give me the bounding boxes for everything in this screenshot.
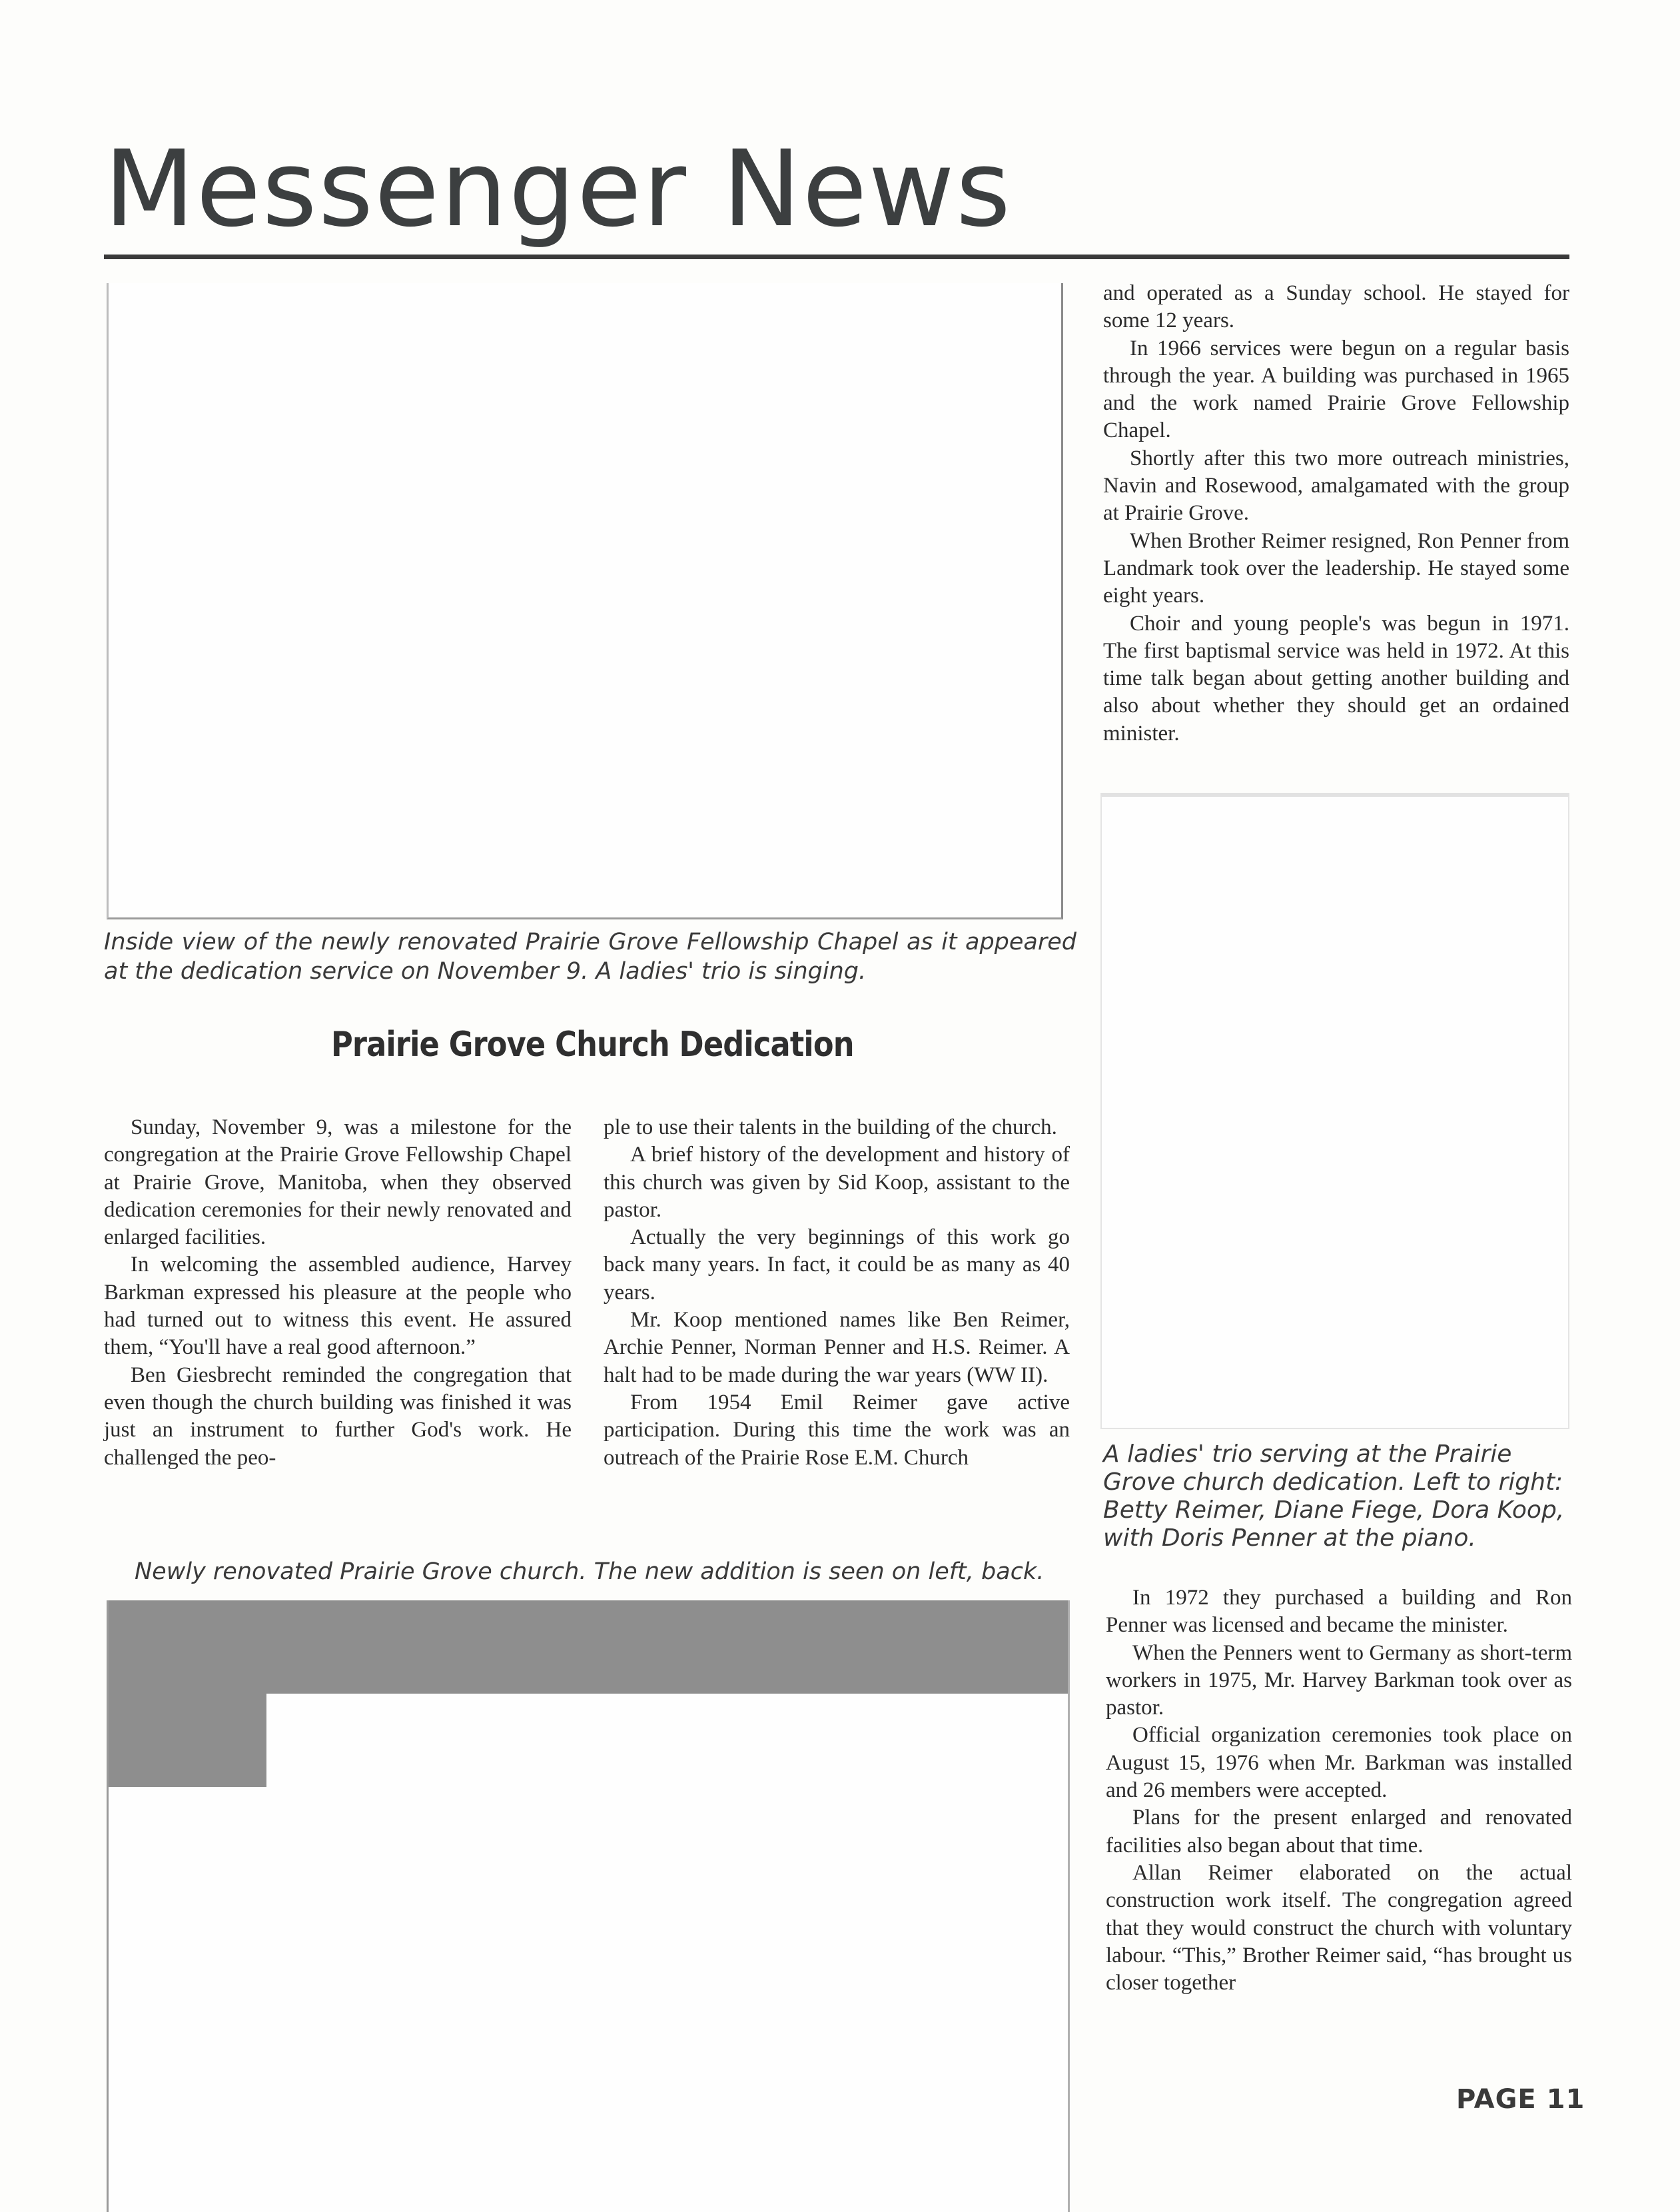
column-3-paragraph: and operated as a Sunday school. He stayed for some 12 years. <box>1103 281 1569 333</box>
column-3-paragraph: Official organization ceremonies took place on August 15, 1976 when Mr. Barkman was installed and 26 members were accepted. <box>1106 1723 1572 1803</box>
column-2-paragraph: Actually the very beginnings of this work go back many years. In fact, it could be as many as 40 years. <box>604 1225 1070 1305</box>
column-1-paragraph: Sunday, November 9, was a milestone for the congregation at the Prairie Grove Fellowship Chapel at Prairie Grove, Manitoba, when they observed dedication ceremonies for their newly renovated and enlarged facilities. <box>104 1115 572 1250</box>
photo-church-exterior <box>107 1600 1070 2212</box>
column-3-paragraph: In 1972 they purchased a building and Ron Penner was licensed and became the minister. <box>1106 1586 1572 1638</box>
photo-ladies-trio <box>1100 793 1569 1429</box>
column-3-paragraph: When Brother Reimer resigned, Ron Penner from Landmark took over the leadership. He stayed some eight years. <box>1103 528 1569 608</box>
page-number: PAGE 11 <box>1456 2084 1585 2115</box>
column-1-paragraph: In welcoming the assembled audience, Harvey Barkman expressed his pleasure at the people who had turned out to witness this event. He assured them, “You'll have a real good afternoon.” <box>104 1253 572 1360</box>
column-3-paragraph: Allan Reimer elaborated on the actual construction work itself. The congregation agreed that they would construct the church with voluntary labour. “This,” Brother Reimer said, “has brought us closer together <box>1106 1860 1572 1995</box>
article-headline: Prairie Grove Church Dedication <box>331 1025 854 1065</box>
column-3-paragraph: In 1966 services were begun on a regular basis through the year. A building was purchased in 1965 and the work named Prairie Grove Fellowship Chapel. <box>1103 336 1569 443</box>
masthead-title: Messenger News <box>104 128 1013 251</box>
photo-ladies-trio-caption: A ladies' trio serving at the Prairie Grove church dedication. Left to right: Betty Reimer, Diane Fiege, Dora Koop, with Doris Penner at the piano. <box>1103 1440 1565 1552</box>
column-2-paragraph: Mr. Koop mentioned names like Ben Reimer, Archie Penner, Norman Penner and H.S. Reimer. A halt had to be made during the war years (WW II). <box>604 1308 1070 1387</box>
column-1-paragraph: Ben Giesbrecht reminded the congregation that even though the church building was finished it was just an instrument to further God's work. He challenged the peo- <box>104 1363 572 1470</box>
article-column-3-top <box>1103 280 1569 748</box>
column-2-paragraph: From 1954 Emil Reimer gave active participation. During this time the work was an outreach of the Prairie Rose E.M. Church <box>604 1390 1070 1470</box>
column-3-paragraph: Choir and young people's was begun in 1971. The first baptismal service was held in 1972. At this time talk began about getting another building and also about whether they should get an ordained minister. <box>1103 611 1569 746</box>
photo-church-sky-band <box>109 1600 1068 1694</box>
column-3-paragraph: When the Penners went to Germany as short-term workers in 1975, Mr. Harvey Barkman took over as pastor. <box>1106 1640 1572 1720</box>
article-column-1 <box>104 1114 572 1472</box>
masthead-rule <box>104 255 1569 259</box>
article-column-3-bottom <box>1106 1584 1572 1997</box>
photo-interior-caption: Inside view of the newly renovated Prairie Grove Fellowship Chapel as it appeared at the dedication service on November 9. A ladies' trio is singing. <box>104 929 1076 985</box>
photo-interior <box>107 283 1063 919</box>
column-3-paragraph: Plans for the present enlarged and renovated facilities also began about that time. <box>1106 1806 1572 1858</box>
column-2-paragraph: A brief history of the development and history of this church was given by Sid Koop, assistant to the pastor. <box>604 1143 1070 1222</box>
article-column-2 <box>604 1114 1070 1472</box>
column-2-paragraph: ple to use their talents in the building of the church. <box>604 1115 1057 1139</box>
column-3-paragraph: Shortly after this two more outreach ministries, Navin and Rosewood, amalgamated with the group at Prairie Grove. <box>1103 446 1569 526</box>
photo-church-caption: Newly renovated Prairie Grove church. The new addition is seen on left, back. <box>135 1558 1045 1585</box>
photo-church-sky-corner <box>109 1694 266 1787</box>
